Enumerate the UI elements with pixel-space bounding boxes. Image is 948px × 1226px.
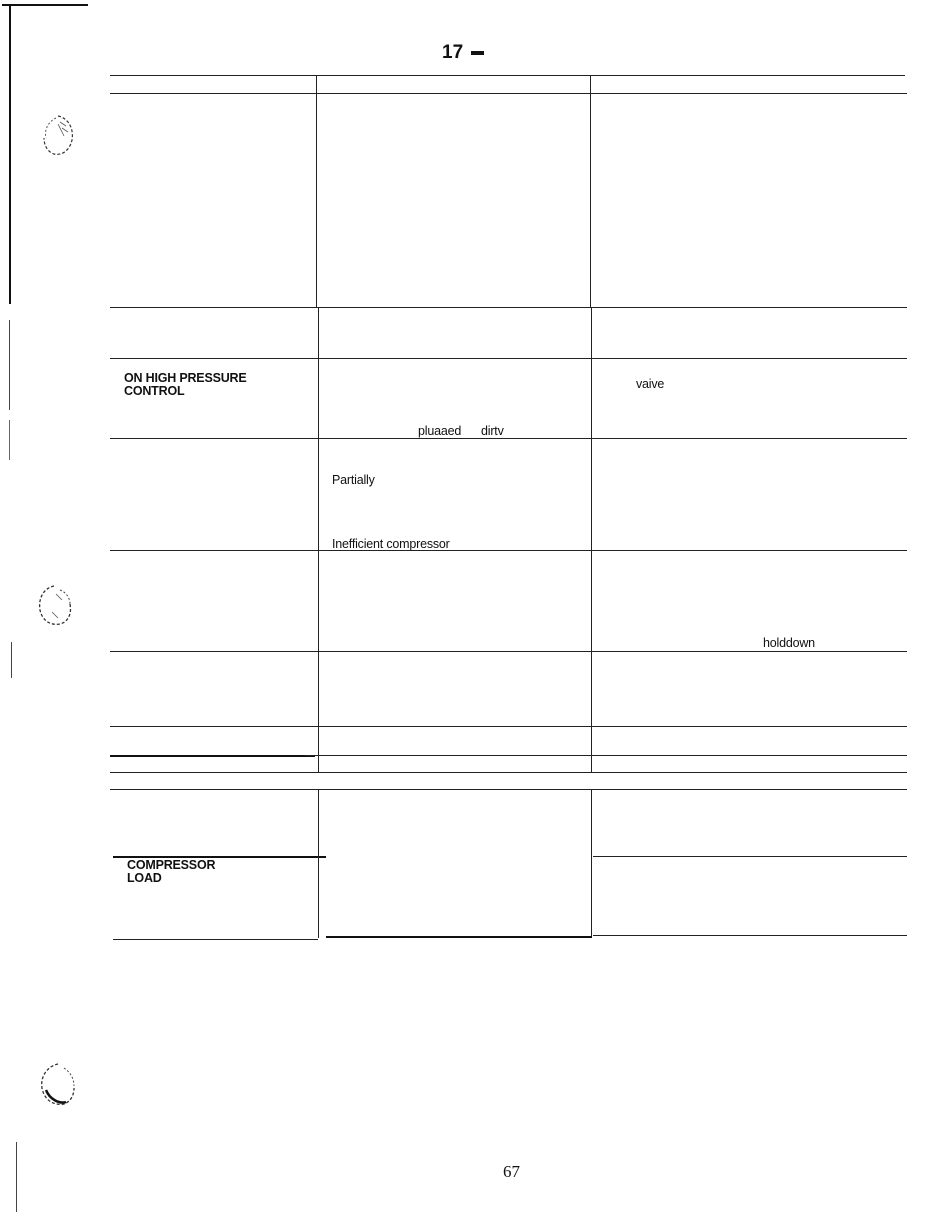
cause-text: Inefficient compressor xyxy=(332,537,450,551)
table-bottom-border xyxy=(593,935,907,936)
page-header-dash xyxy=(471,51,484,55)
row-separator xyxy=(110,438,907,439)
row-separator xyxy=(110,772,907,773)
table-bottom-border xyxy=(326,936,592,938)
table-bottom-border xyxy=(113,939,318,940)
column-divider xyxy=(318,307,319,359)
left-margin-line xyxy=(9,420,10,460)
column-divider xyxy=(318,550,319,652)
remedy-text: holddown xyxy=(763,636,815,650)
symptom-text: COMPRESSOR xyxy=(127,858,216,872)
row-separator xyxy=(110,358,907,359)
left-margin-line xyxy=(9,320,10,410)
left-margin-line xyxy=(11,642,12,678)
column-divider xyxy=(591,856,592,938)
remedy-text: vaive xyxy=(636,377,665,391)
symptom-cell xyxy=(127,859,215,885)
row-separator xyxy=(110,307,907,308)
binder-hole-icon xyxy=(32,582,78,632)
page-header xyxy=(442,42,484,64)
row-separator xyxy=(110,755,315,757)
column-divider xyxy=(591,358,592,438)
column-divider xyxy=(318,651,319,726)
symptom-cell xyxy=(124,372,247,398)
column-divider xyxy=(591,651,592,726)
row-separator xyxy=(110,726,907,727)
page-number: 67 xyxy=(503,1162,520,1181)
corner-mark-horizontal xyxy=(2,4,88,6)
symptom-text: CONTROL xyxy=(124,384,185,398)
column-divider xyxy=(591,755,592,772)
row-separator xyxy=(593,856,907,857)
column-divider xyxy=(318,438,319,550)
left-margin-line xyxy=(16,1142,17,1212)
cause-text: pluaaed xyxy=(418,424,462,438)
column-divider xyxy=(318,755,319,772)
column-divider xyxy=(591,726,592,756)
column-divider xyxy=(318,856,319,938)
row-separator xyxy=(110,789,907,790)
symptom-text: LOAD xyxy=(127,871,162,885)
cause-text: Partially xyxy=(332,473,375,487)
row-separator xyxy=(305,755,907,756)
symptom-text: ON HIGH PRESSURE xyxy=(124,371,247,385)
column-divider xyxy=(591,550,592,652)
column-divider xyxy=(590,75,591,307)
column-divider xyxy=(318,358,319,438)
column-divider xyxy=(591,438,592,550)
page-header-number: 17 xyxy=(442,42,464,63)
cause-text: dirtv xyxy=(481,424,504,438)
column-divider xyxy=(318,789,319,857)
binder-hole-icon xyxy=(32,1060,80,1110)
table-header-rule xyxy=(110,93,907,94)
column-divider xyxy=(318,726,319,756)
corner-mark-vertical xyxy=(9,4,11,304)
column-divider xyxy=(316,75,317,307)
table-top-border xyxy=(110,75,905,76)
row-separator xyxy=(110,651,907,652)
binder-hole-icon xyxy=(38,112,80,160)
column-divider xyxy=(591,789,592,857)
column-divider xyxy=(591,307,592,359)
row-separator xyxy=(110,550,907,551)
